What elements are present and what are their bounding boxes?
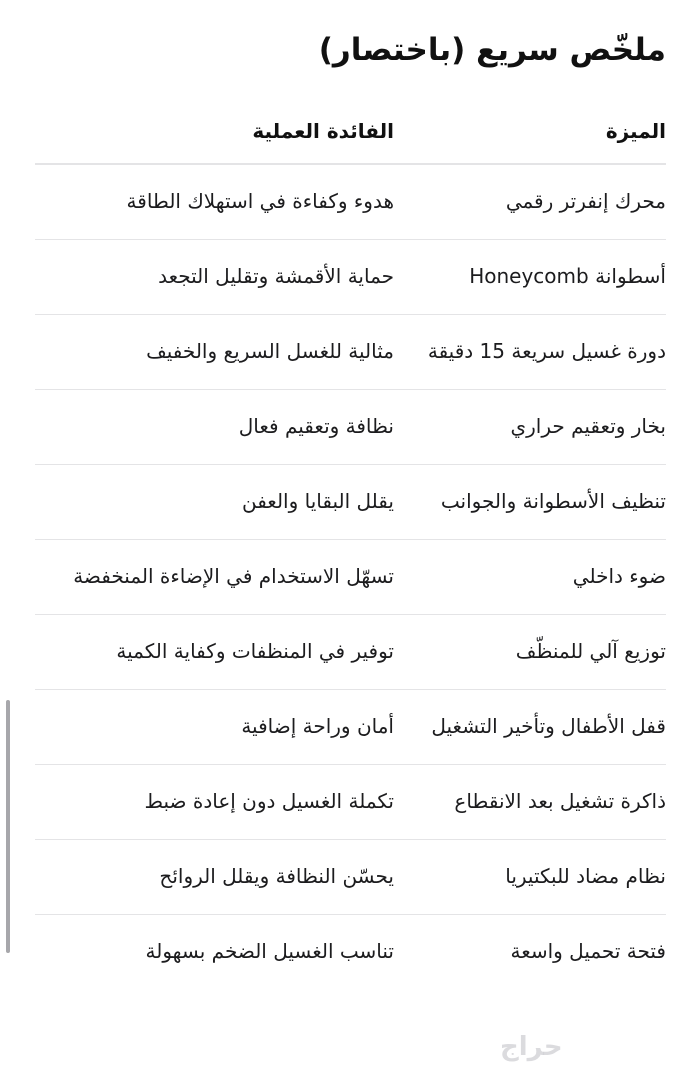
- benefit-cell: هدوء وكفاءة في استهلاك الطاقة: [35, 164, 394, 240]
- table-row: [35, 164, 666, 240]
- table-row: [35, 915, 666, 990]
- table-row: [35, 465, 666, 540]
- benefit-cell: تسهّل الاستخدام في الإضاءة المنخفضة: [35, 540, 394, 615]
- feature-cell: محرك إنفرتر رقمي: [394, 164, 666, 240]
- feature-cell: تنظيف الأسطوانة والجوانب: [394, 465, 666, 540]
- benefit-cell: يحسّن النظافة ويقلل الروائح: [35, 840, 394, 915]
- table-row: [35, 690, 666, 765]
- page-title: ملخّص سريع (باختصار): [318, 32, 666, 68]
- table-row: [35, 390, 666, 465]
- feature-cell: توزيع آلي للمنظّف: [394, 615, 666, 690]
- benefit-cell: يقلل البقايا والعفن: [35, 465, 394, 540]
- feature-cell: فتحة تحميل واسعة: [510, 939, 666, 963]
- table-row: [35, 240, 666, 315]
- feature-cell: أسطوانة Honeycomb: [394, 240, 666, 315]
- feature-cell: قفل الأطفال وتأخير التشغيل: [394, 690, 666, 765]
- feature-cell: بخار وتعقيم حراري: [394, 390, 666, 465]
- table-row: [35, 540, 666, 615]
- scrollbar[interactable]: [6, 700, 10, 953]
- benefit-cell: تناسب الغسيل الضخم بسهولة: [145, 939, 394, 963]
- benefit-cell: أمان وراحة إضافية: [35, 690, 394, 765]
- table-row: [35, 765, 666, 840]
- table-row: [35, 840, 666, 915]
- benefit-cell: تكملة الغسيل دون إعادة ضبط: [35, 765, 394, 840]
- feature-cell: ذاكرة تشغيل بعد الانقطاع: [394, 765, 666, 840]
- header-feature: الميزة: [394, 103, 666, 164]
- feature-cell: ضوء داخلي: [394, 540, 666, 615]
- header-benefit: الفائدة العملية: [35, 103, 394, 164]
- summary-table: [35, 103, 666, 989]
- table-row: [35, 615, 666, 690]
- feature-cell: نظام مضاد للبكتيريا: [394, 840, 666, 915]
- benefit-cell: حماية الأقمشة وتقليل التجعد: [35, 240, 394, 315]
- benefit-cell: توفير في المنظفات وكفاية الكمية: [35, 615, 394, 690]
- feature-cell: دورة غسيل سريعة 15 دقيقة: [394, 315, 666, 390]
- table-header-row: [35, 103, 666, 164]
- benefit-cell: مثالية للغسل السريع والخفيف: [35, 315, 394, 390]
- benefit-cell: نظافة وتعقيم فعال: [35, 390, 394, 465]
- table-row: [35, 315, 666, 390]
- watermark-logo: حراج: [500, 1032, 563, 1062]
